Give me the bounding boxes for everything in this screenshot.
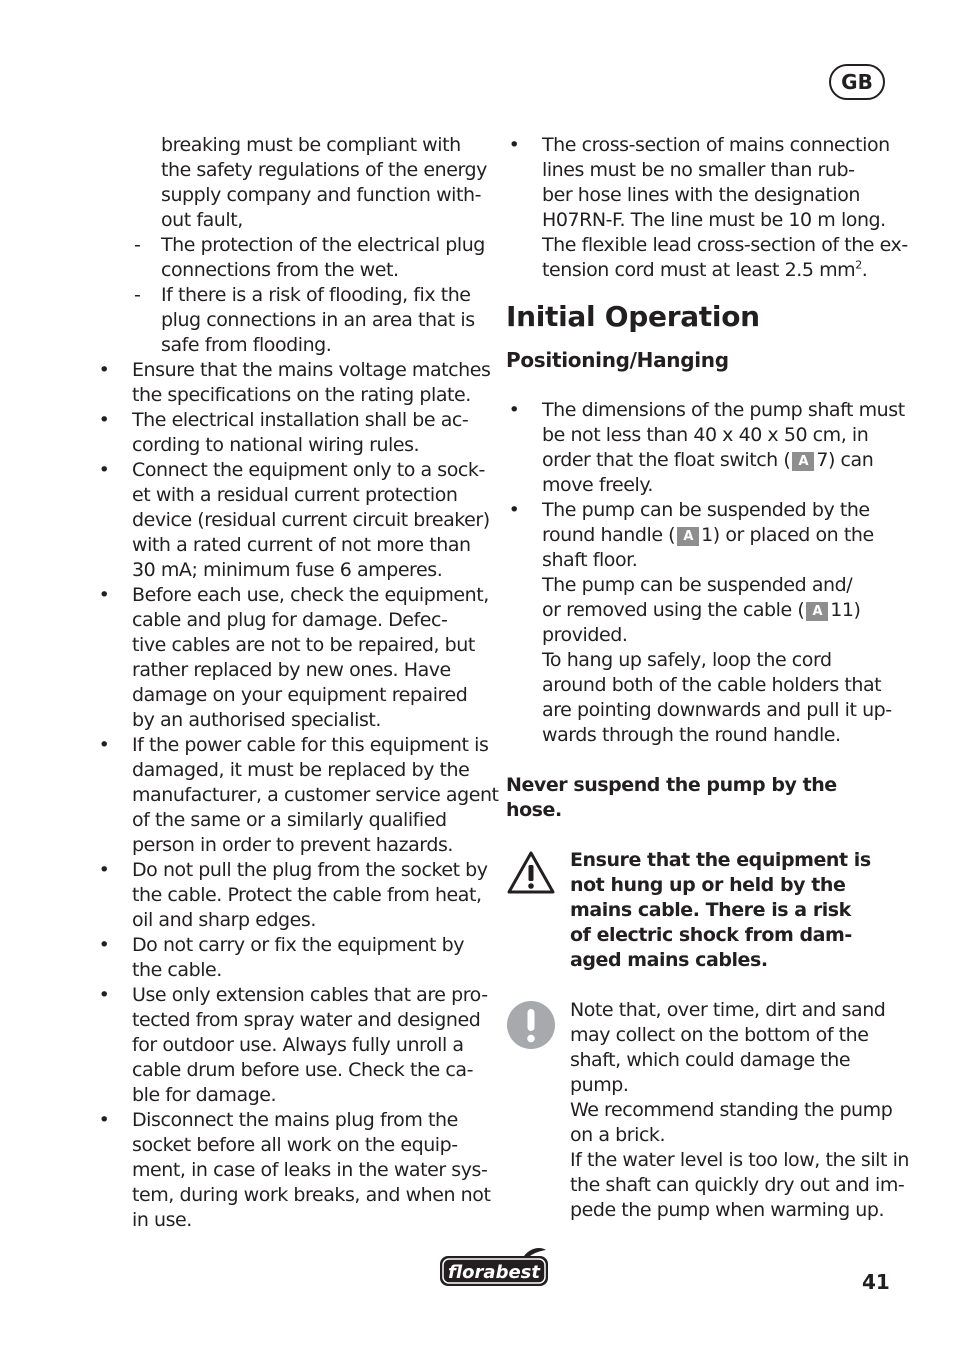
text-line: by an authorised specialist. <box>132 709 382 731</box>
text-line: aged mains cables. <box>570 949 768 971</box>
text-line: tem, during work breaks, and when not <box>132 1184 491 1206</box>
text-line: damage on your equipment repaired <box>132 684 468 706</box>
exclamation-circle-icon <box>506 1000 556 1057</box>
text-line: around both of the cable holders that <box>542 674 882 696</box>
text-fragment: 1) or placed on the <box>701 524 874 546</box>
continuation-text <box>96 133 486 233</box>
bullet-marker: • <box>98 1109 110 1131</box>
text-line: tive cables are not to be repaired, but <box>132 634 475 656</box>
superscript: 2 <box>855 258 862 272</box>
text-line: Connect the equipment only to a sock- <box>132 459 485 481</box>
text-line: lines must be no smaller than rub- <box>542 159 855 181</box>
page-number: 41 <box>862 1270 890 1294</box>
bullet-marker: • <box>98 934 110 956</box>
warning-notice <box>506 848 896 973</box>
text-line: The pump can be suspended by the <box>542 499 870 521</box>
bullet-list-item <box>506 398 905 498</box>
bullet-marker: • <box>508 399 520 421</box>
section-title: Initial Operation <box>506 300 760 333</box>
text-line: The dimensions of the pump shaft must <box>542 399 905 421</box>
text-line: shaft floor. <box>542 549 638 571</box>
text-line: pede the pump when warming up. <box>570 1199 885 1221</box>
bullet-list-item <box>96 1108 491 1233</box>
bullet-marker: • <box>98 584 110 606</box>
text-line: Disconnect the mains plug from the <box>132 1109 458 1131</box>
text-line: If the power cable for this equipment is <box>132 734 489 756</box>
bullet-list-item <box>96 858 486 933</box>
text-line: tected from spray water and designed <box>132 1009 481 1031</box>
text-line: Note that, over time, dirt and sand <box>570 999 886 1021</box>
text-line: of the same or a similarly qualified <box>132 809 447 831</box>
text-line: device (residual current circuit breaker) <box>132 509 490 531</box>
text-line: person in order to prevent hazards. <box>132 834 453 856</box>
left-column <box>96 133 499 1233</box>
bullet-marker: • <box>98 984 110 1006</box>
bullet-marker: • <box>98 859 110 881</box>
text-line: Before each use, check the equipment, <box>132 584 489 606</box>
text-line: The protection of the electrical plug <box>161 234 485 256</box>
bullet-list-item <box>96 983 486 1108</box>
text-line: manufacturer, a customer service agent <box>132 784 499 806</box>
text-line: may collect on the bottom of the <box>570 1024 869 1046</box>
figure-reference-badge: A <box>806 602 828 621</box>
text-line: pump. <box>570 1074 629 1096</box>
text-line: If there is a risk of flooding, fix the <box>161 284 471 306</box>
text-line: Do not carry or fix the equipment by <box>132 934 465 956</box>
dash-list-item <box>96 283 486 358</box>
bullet-marker: • <box>508 499 520 521</box>
dash-marker: - <box>134 234 141 256</box>
never-suspend-warning <box>506 773 896 823</box>
text-line: ble for damage. <box>132 1084 277 1106</box>
text-line: not hung up or held by the <box>570 874 846 896</box>
text-line: H07RN-F. The line must be 10 m long. <box>542 209 886 231</box>
text-line: on a brick. <box>570 1124 666 1146</box>
text-line: wards through the round handle. <box>542 724 841 746</box>
text-line: supply company and function with- <box>161 184 481 206</box>
text-line: provided. <box>542 624 628 646</box>
text-line <box>542 598 896 623</box>
text-line: The pump can be suspended and/ <box>542 574 853 596</box>
text-fragment: 11) <box>830 599 861 621</box>
text-line: Use only extension cables that are pro- <box>132 984 488 1006</box>
bullet-marker: • <box>508 134 520 156</box>
text-line: cording to national wiring rules. <box>132 434 420 456</box>
text-fragment: 7) can <box>816 449 874 471</box>
text-fragment: round handle ( <box>542 524 676 546</box>
bullet-marker: • <box>98 734 110 756</box>
right-column <box>506 133 910 1223</box>
bullet-marker: • <box>98 409 110 431</box>
text-line: oil and sharp edges. <box>132 909 316 931</box>
text-line: Ensure that the mains voltage matches <box>132 359 491 381</box>
bullet-list-item <box>506 498 896 748</box>
language-badge: GB <box>829 64 885 100</box>
text-line: 30 mA; minimum fuse 6 amperes. <box>132 559 443 581</box>
bullet-list-item <box>96 583 489 733</box>
text-line: et with a residual current protection <box>132 484 458 506</box>
text-line: the shaft can quickly dry out and im- <box>570 1174 905 1196</box>
bullet-list-item <box>96 733 499 858</box>
text-line: If the water level is too low, the silt in <box>570 1149 910 1171</box>
text-line: with a rated current of not more than <box>132 534 471 556</box>
text-line: socket before all work on the equip- <box>132 1134 458 1156</box>
text-line: safe from flooding. <box>161 334 332 356</box>
bullet-list-item <box>96 933 486 983</box>
florabest-logo <box>438 1246 552 1294</box>
text-line: ber hose lines with the designation <box>542 184 861 206</box>
bullet-marker: • <box>98 359 110 381</box>
text-fragment: . <box>861 259 868 281</box>
text-line: We recommend standing the pump <box>570 1099 893 1121</box>
text-line: ment, in case of leaks in the water sys- <box>132 1159 488 1181</box>
brand-logo-text: florabest <box>448 1262 540 1283</box>
text-fragment: tension cord must at least 2.5 mm <box>542 259 856 281</box>
text-line: cable and plug for damage. Defec- <box>132 609 448 631</box>
text-line: move freely. <box>542 474 654 496</box>
text-line: the specifications on the rating plate. <box>132 384 471 406</box>
text-line <box>542 523 896 548</box>
bullet-list-item <box>96 408 486 458</box>
text-line: the safety regulations of the energy <box>161 159 487 181</box>
text-line: connections from the wet. <box>161 259 399 281</box>
dash-marker: - <box>134 284 141 306</box>
text-line: Never suspend the pump by the <box>506 774 837 796</box>
text-line: plug connections in an area that is <box>161 309 475 331</box>
text-fragment: or removed using the cable ( <box>542 599 805 621</box>
text-line: mains cable. There is a risk <box>570 899 851 921</box>
info-notice <box>506 998 910 1223</box>
text-line: The flexible lead cross-section of the ex- <box>542 234 908 256</box>
figure-reference-badge: A <box>677 527 699 546</box>
text-line: breaking must be compliant with <box>161 134 461 156</box>
bullet-list-item <box>96 458 490 583</box>
text-line: damaged, it must be replaced by the <box>132 759 470 781</box>
figure-reference-badge: A <box>792 452 814 471</box>
text-line: be not less than 40 x 40 x 50 cm, in <box>542 424 869 446</box>
bullet-marker: • <box>98 459 110 481</box>
text-line: The electrical installation shall be ac- <box>132 409 469 431</box>
bullet-list-item <box>96 358 491 408</box>
text-line: To hang up safely, loop the cord <box>542 649 832 671</box>
warning-triangle-icon <box>506 850 556 903</box>
text-line: cable drum before use. Check the ca- <box>132 1059 473 1081</box>
text-line <box>542 258 896 283</box>
text-line: Ensure that the equipment is <box>570 849 871 871</box>
text-line: rather replaced by new ones. Have <box>132 659 451 681</box>
text-line: shaft, which could damage the <box>570 1049 851 1071</box>
bullet-list-item <box>506 133 908 283</box>
text-line: in use. <box>132 1209 192 1231</box>
text-line <box>542 448 896 473</box>
text-line: the cable. Protect the cable from heat, <box>132 884 482 906</box>
text-line: hose. <box>506 799 562 821</box>
text-line: of electric shock from dam- <box>570 924 852 946</box>
dash-list-item <box>96 233 486 283</box>
text-line: out fault, <box>161 209 243 231</box>
text-line: Do not pull the plug from the socket by <box>132 859 488 881</box>
text-line: are pointing downwards and pull it up- <box>542 699 892 721</box>
text-fragment: order that the float switch ( <box>542 449 791 471</box>
subsection-title: Positioning/Hanging <box>506 348 729 372</box>
text-line: The cross-section of mains connection <box>542 134 890 156</box>
text-line: the cable. <box>132 959 222 981</box>
text-line: for outdoor use. Always fully unroll a <box>132 1034 464 1056</box>
